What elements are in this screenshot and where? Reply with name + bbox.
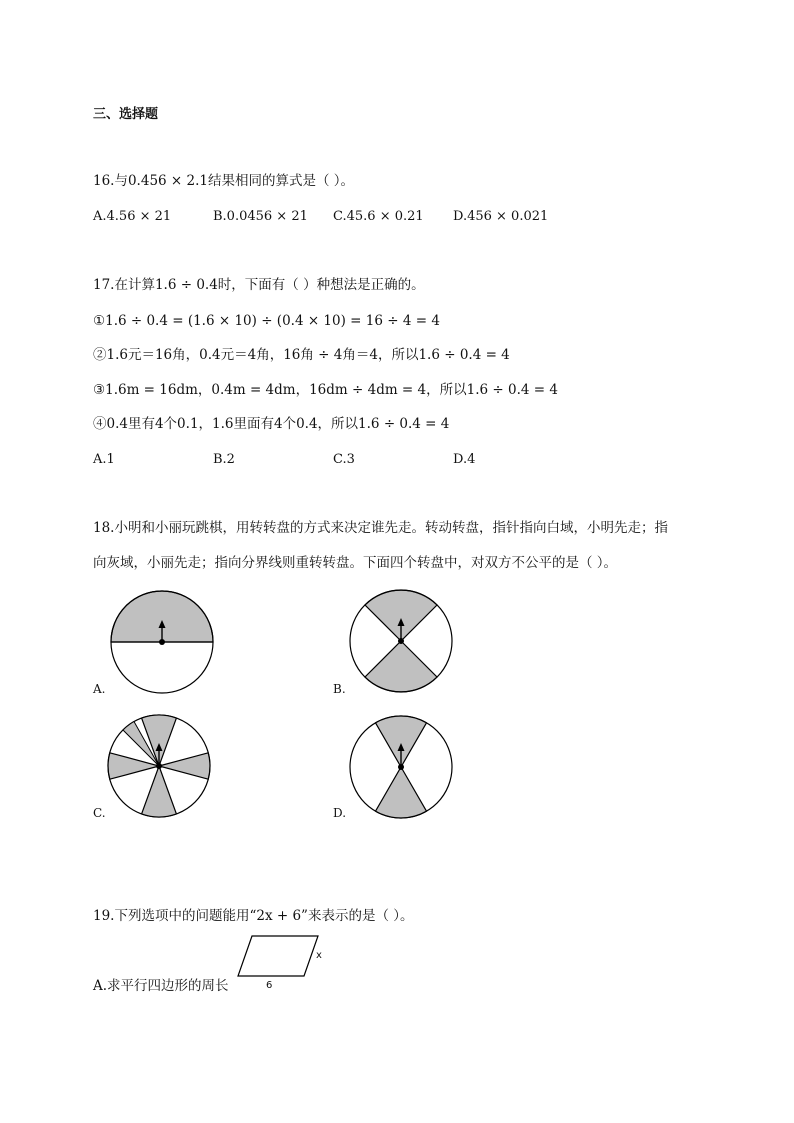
q17-option-b: B.2 <box>213 452 235 467</box>
question-16-stem: 16.与0.456 × 2.1结果相同的算式是（ ）。 <box>93 173 355 189</box>
section-title: 三、选择题 <box>93 107 159 122</box>
q18-option-c-label: C. <box>93 806 106 820</box>
q17-idea-4: ④0.4里有4个0.1，1.6里面有4个0.4，所以1.6 ÷ 0.4 = 4 <box>93 416 450 432</box>
q18-option-d-label: D. <box>333 806 347 820</box>
q18-option-a-label: A. <box>93 682 106 696</box>
q17-option-a: A.1 <box>93 452 115 467</box>
q18-option-b-label: B. <box>333 682 346 696</box>
question-17-stem: 17.在计算1.6 ÷ 0.4时，下面有（ ）种想法是正确的。 <box>93 277 425 293</box>
question-18-stem-line-1: 18.小明和小丽玩跳棋，用转转盘的方式来决定谁先走。转动转盘，指针指向白域，小明先走；指 <box>93 520 668 536</box>
q16-option-c: C.45.6 × 0.21 <box>333 209 424 224</box>
q19-option-a: A.求平行四边形的周长 <box>93 978 229 994</box>
parallelogram-base-label: 6 <box>266 980 273 991</box>
q16-option-d: D.456 × 0.021 <box>453 209 549 224</box>
q17-idea-1: ①1.6 ÷ 0.4 = (1.6 × 10) ÷ (0.4 × 10) = 16 ÷ 4 = 4 <box>93 313 440 329</box>
q17-option-d: D.4 <box>453 452 476 467</box>
parallelogram-shape <box>238 936 318 976</box>
question-18-stem-line-2: 向灰域，小丽先走；指向分界线则重转转盘。下面四个转盘中，对双方不公平的是（ ）。 <box>93 555 618 571</box>
question-19-stem: 19.下列选项中的问题能用“2x + 6”来表示的是（ ）。 <box>93 908 414 924</box>
parallelogram-side-label: x <box>316 950 322 961</box>
q17-idea-2: ②1.6元＝16角，0.4元＝4角，16角 ÷ 4角＝4，所以1.6 ÷ 0.4 = 4 <box>93 347 510 363</box>
q17-idea-3: ③1.6m = 16dm，0.4m = 4dm，16dm ÷ 4dm = 4，所以1.6 ÷ 0.4 = 4 <box>93 382 558 398</box>
q16-option-b: B.0.0456 × 21 <box>213 209 308 224</box>
q17-option-c: C.3 <box>333 452 355 467</box>
q16-option-a: A.4.56 × 21 <box>93 209 172 224</box>
